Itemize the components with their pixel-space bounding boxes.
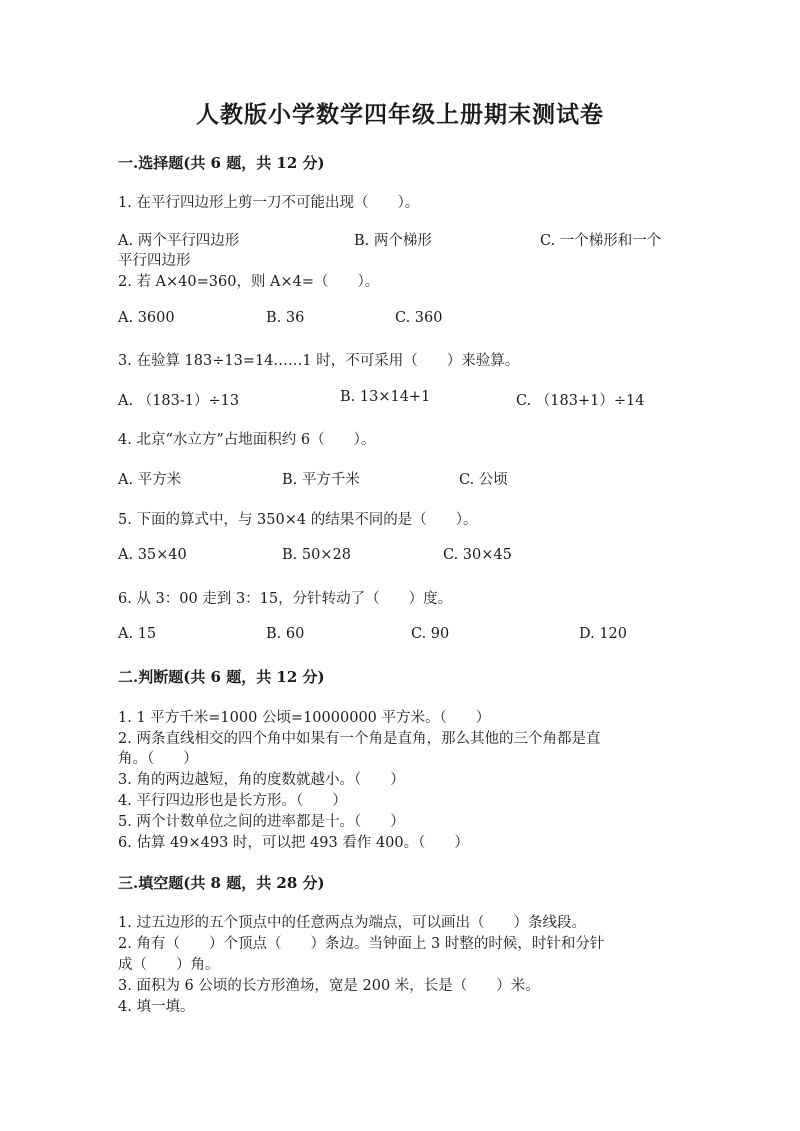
- option-c: C. 90: [411, 626, 450, 642]
- page-title: 人教版小学数学四年级上册期末测试卷: [196, 101, 604, 128]
- option-b: B. 平方千米: [282, 472, 360, 488]
- option-a: A. （183-1）÷13: [118, 393, 240, 409]
- option-a: A. 两个平行四边形: [118, 233, 240, 249]
- judgment-line: 1. 1 平方千米=1000 公顷=10000000 平方米。（ ）: [118, 710, 491, 726]
- option-d: D. 120: [579, 626, 628, 642]
- option-a: A. 15: [118, 626, 157, 642]
- judgment-line: 6. 估算 49×493 时，可以把 493 看作 400。（ ）: [118, 835, 469, 851]
- option-c: C. 30×45: [443, 547, 512, 563]
- judgment-line: 5. 两个计数单位之间的进率都是十。（ ）: [118, 814, 405, 830]
- option-c: C. 公顷: [459, 472, 508, 488]
- fill-line: 3. 面积为 6 公顷的长方形渔场，宽是 200 米，长是（ ）米。: [118, 978, 540, 994]
- judgment-line: 2. 两条直线相交的四个角中如果有一个角是直角，那么其他的三个角都是直: [118, 731, 601, 747]
- question-stem: 6. 从 3：00 走到 3：15，分针转动了（ ）度。: [118, 591, 453, 607]
- fill-line: 2. 角有（ ）个顶点（ ）条边。当钟面上 3 时整的时候，时针和分针: [118, 936, 605, 952]
- option-b: B. 50×28: [282, 547, 351, 563]
- question-stem: 2. 若 A×40=360，则 A×4=（ ）。: [118, 274, 380, 290]
- option-b: B. 36: [266, 310, 305, 326]
- judgment-line: 角。（ ）: [118, 751, 198, 767]
- section-heading-choice: 一.选择题(共 6 题，共 12 分): [118, 154, 325, 172]
- option-c: C. 360: [395, 310, 443, 326]
- option-c: C. （183+1）÷14: [516, 393, 645, 409]
- option-b: B. 13×14+1: [340, 389, 431, 405]
- question-stem: 4. 北京“水立方”占地面积约 6（ ）。: [118, 432, 376, 448]
- fill-line: 成（ ）角。: [118, 957, 220, 973]
- option-c: C. 一个梯形和一个: [540, 233, 662, 249]
- option-a: A. 35×40: [118, 547, 187, 563]
- fill-line: 1. 过五边形的五个顶点中的任意两点为端点，可以画出（ ）条线段。: [118, 915, 586, 931]
- judgment-line: 4. 平行四边形也是长方形。（ ）: [118, 793, 347, 809]
- fill-line: 4. 填一填。: [118, 999, 195, 1015]
- section-heading-fill: 三.填空题(共 8 题，共 28 分): [118, 874, 325, 892]
- option-a: A. 平方米: [118, 472, 182, 488]
- section-heading-judgment: 二.判断题(共 6 题，共 12 分): [118, 668, 325, 686]
- question-stem: 1. 在平行四边形上剪一刀不可能出现（ ）。: [118, 195, 420, 211]
- option-b: B. 两个梯形: [354, 233, 432, 249]
- option-b: B. 60: [266, 626, 305, 642]
- question-stem: 5. 下面的算式中，与 350×4 的结果不同的是（ ）。: [118, 512, 478, 528]
- judgment-line: 3. 角的两边越短，角的度数就越小。（ ）: [118, 772, 405, 788]
- option-a: A. 3600: [118, 310, 175, 326]
- option-c-continued: 平行四边形: [118, 253, 191, 269]
- question-stem: 3. 在验算 183÷13=14……1 时，不可采用（ ）来验算。: [118, 353, 520, 369]
